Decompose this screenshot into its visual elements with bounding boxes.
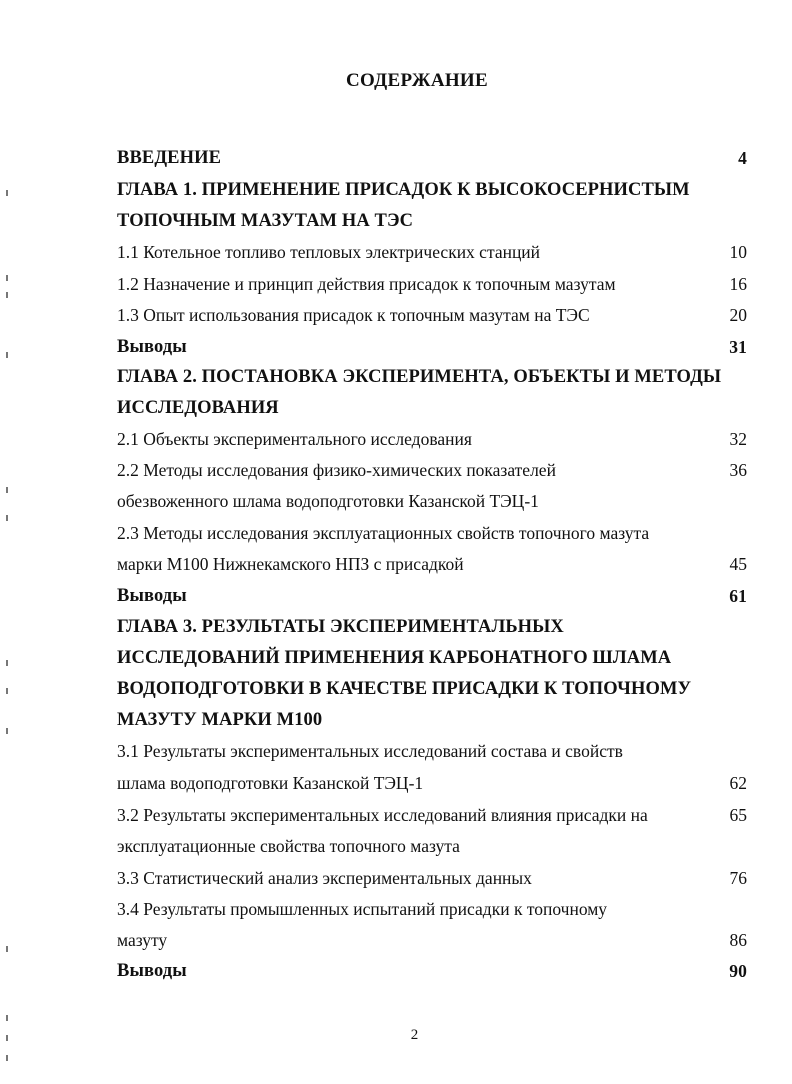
scan-margin-marks [2,0,12,1084]
toc-entry-text: 3.4 Результаты промышленных испытаний присадки к топочному [117,899,608,919]
page-number: 2 [410,1027,419,1043]
toc-entry-page: 10 [729,242,747,262]
toc-entry-text: Выводы [117,961,187,981]
toc-entry-page: 76 [729,868,747,888]
toc-entry-text: 3.3 Статистический анализ экспериментальных данных [117,868,532,888]
toc-entry-page: 4 [738,148,747,168]
toc-entry-text: 2.2 Методы исследования физико-химических показателей [117,460,556,480]
toc-entry-page: 20 [729,305,747,325]
toc-entry-text: эксплуатационные свойства топочного мазута [117,836,460,856]
toc-entry-text: ИССЛЕДОВАНИЙ ПРИМЕНЕНИЯ КАРБОНАТНОГО ШЛАМА [117,648,672,668]
toc-entry-text: 1.3 Опыт использования присадок к топочным мазутам на ТЭС [117,305,590,325]
toc-entry-text: ГЛАВА 3. РЕЗУЛЬТАТЫ ЭКСПЕРИМЕНТАЛЬНЫХ [117,617,564,637]
toc-entry-text: ГЛАВА 2. ПОСТАНОВКА ЭКСПЕРИМЕНТА, ОБЪЕКТЫ И МЕТОДЫ [117,367,722,387]
toc-entry-page: 45 [729,554,747,574]
toc-entry-page: 16 [729,274,747,294]
toc-entry-text: ВВЕДЕНИЕ [117,148,222,168]
toc-entry-text: 2.1 Объекты экспериментального исследования [117,429,472,449]
toc-entry-page: 62 [729,773,747,793]
toc-entry-page: 61 [729,586,747,606]
toc-entry-text: ТОПОЧНЫМ МАЗУТАМ НА ТЭС [117,211,414,231]
toc-entry-page: 90 [729,961,747,981]
toc-entry-text: 1.2 Назначение и принцип действия присадок к топочным мазутам [117,274,616,294]
toc-entry-text: 1.1 Котельное топливо тепловых электрических станций [117,242,541,262]
page-title: СОДЕРЖАНИЕ [346,70,488,91]
toc-entry-text: шлама водоподготовки Казанской ТЭЦ-1 [117,773,424,793]
toc-entry-text: ВОДОПОДГОТОВКИ В КАЧЕСТВЕ ПРИСАДКИ К ТОПОЧНОМУ [117,679,692,699]
toc-entry-text: 3.2 Результаты экспериментальных исследований влияния присадки на [117,805,648,825]
toc-entry-text: марки М100 Нижнекамского НПЗ с присадкой [117,554,464,574]
toc-entry-text: Выводы [117,337,187,357]
toc-entry-text: МАЗУТУ МАРКИ М100 [117,710,323,730]
toc-entry-text: ГЛАВА 1. ПРИМЕНЕНИЕ ПРИСАДОК К ВЫСОКОСЕРНИСТЫМ [117,180,690,200]
toc-entry-text: ИССЛЕДОВАНИЯ [117,398,279,418]
toc-entry-page: 86 [729,930,747,950]
toc-entry-page: 31 [729,337,747,357]
toc-entry-page: 36 [729,460,747,480]
toc-entry-text: 3.1 Результаты экспериментальных исследований состава и свойств [117,741,623,761]
toc-entry-text: обезвоженного шлама водоподготовки Казанской ТЭЦ-1 [117,491,539,511]
toc-entry-text: 2.3 Методы исследования эксплуатационных свойств топочного мазута [117,523,650,543]
toc-entry-text: Выводы [117,586,187,606]
toc-entry-text: мазуту [117,930,168,950]
toc-entry-page: 32 [729,429,747,449]
toc-entry-page: 65 [729,805,747,825]
